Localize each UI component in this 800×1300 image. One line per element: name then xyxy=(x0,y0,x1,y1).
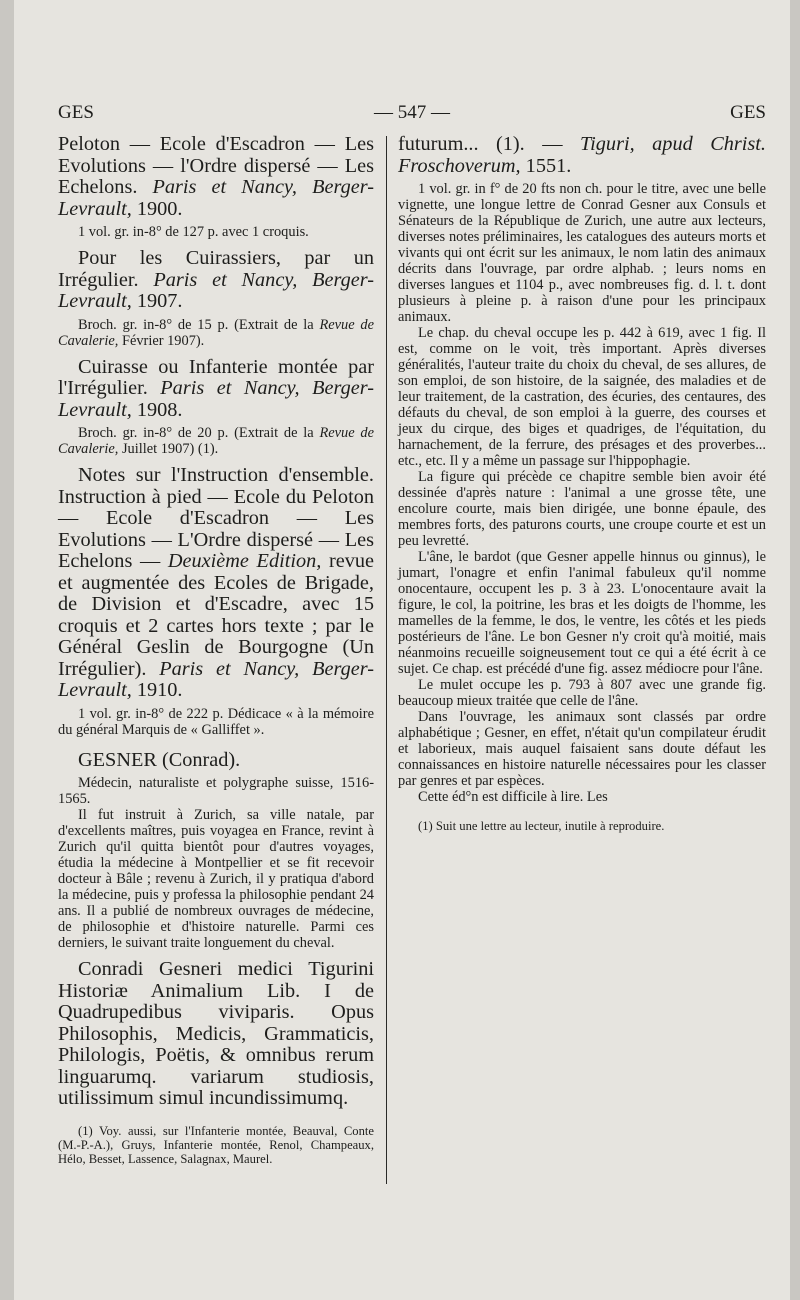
volume-description: 1 vol. gr. in f° de 20 fts non ch. pour le titre, avec une belle vignette, une longue lettre de Conrad Gesner aux Consuls et Sénateurs de la République de Zurich, une autre aux lecteurs, diverses notes préliminaires, les catalogues des auteurs morts et vivants qui ont écrit sur les animaux, le nom latin des animaux décrits dans l'ouvrage, par ordre alphab. ; leurs noms en diverses langues et 1104 p., avec nombreuses fig. d. l. t. dont plusieurs à pleine p. à raison d'une pour les principaux animaux. xyxy=(398,181,766,325)
gesner-heading: GESNER (Conrad). xyxy=(78,748,241,771)
header-left: GES xyxy=(58,102,94,123)
column-divider xyxy=(386,136,387,1184)
header-right: GES xyxy=(730,102,766,123)
entry-cuirasse-desc: Broch. gr. in-8° de 20 p. (Extrait de la Revue de Cavalerie, Juillet 1907) (1). xyxy=(58,425,375,457)
entry-peloton-desc: 1 vol. gr. in-8° de 127 p. avec 1 croquis. xyxy=(78,224,309,240)
futurum-line: futurum... (1). — Tiguri, apud Christ. Froschoverum, 1551. xyxy=(398,133,766,177)
page-number: — 547 — xyxy=(374,102,450,123)
classification-paragraph: Dans l'ouvrage, les animaux sont classés par ordre alphabétique ; Gesner, en effet, n'était qu'un compilateur érudit et laborieux, mais auquel faisaient sans doute défaut les connaissances en histoire naturelle nécessaires pour les classer par genres et par espèces. xyxy=(398,709,766,789)
gesner-life: Il fut instruit à Zurich, sa ville natale, par d'excellents maîtres, puis voyagea en France, revint à Zurich qu'il quitta bientôt pour d'autres voyages, étudia la médecine à Montpellier et se fit recevoir docteur à Bâle ; revenu à Zurich, il y pratiqua d'abord la médecine, puis y professa la philosophie pendant 24 ans. Il a publié de nombreux ouvrages de médecine, de philosophie et d'histoire naturelle. Parmi ces derniers, le suivant traite longuement du cheval. xyxy=(58,807,374,951)
edition-paragraph: Cette éd°n est difficile à lire. Les xyxy=(418,789,608,805)
right-column xyxy=(398,134,766,833)
entry-cuirasse: Cuirasse ou Infanterie montée par l'Irrégulier. Paris et Nancy, Berger-Levrault, 1908. xyxy=(58,355,374,421)
book-page xyxy=(14,0,790,1300)
entry-peloton: Peloton — Ecole d'Escadron — Les Evolutions — l'Ordre dispersé — Les Echelons. Paris et Nancy, Berger-Levrault, 1900. xyxy=(58,133,374,220)
left-column xyxy=(58,134,374,1166)
figure-paragraph: La figure qui précède ce chapitre semble bien avoir été dessinée d'après nature : l'animal a une grosse tête, une encolure courte, mais bien dirigée, une bonne épaule, des membres forts, des paturons courts, une croupe courte et est un peu levretté. xyxy=(398,469,766,549)
mule-paragraph: Le mulet occupe les p. 793 à 807 avec une grande fig. beaucoup mieux traitée que celle de l'âne. xyxy=(398,677,766,709)
entry-cuirassiers: Pour les Cuirassiers, par un Irrégulier. Paris et Nancy, Berger-Levrault, 1907. xyxy=(58,247,374,312)
entry-notes: Notes sur l'Instruction d'ensemble. Instruction à pied — Ecole du Peloton — Ecole d'Escadron — Les Evolutions — L'Ordre dispersé — Les Echelons — Deuxième Edition, revue et augmentée des Ecoles de Brigade, de Division et d'Escadre, avec 15 croquis et 2 cartes hors texte ; par le Général Geslin de Bourgogne (Un Irrégulier). Paris et Nancy, Berger-Levrault, 1910. xyxy=(58,464,374,701)
running-header xyxy=(58,102,766,132)
horse-chapter: Le chap. du cheval occupe les p. 442 à 619, avec 1 fig. Il est, comme on le voit, très important. Après diverses généralités, l'auteur traite du choix du cheval, de ses allures, de son emploi, de son histoire, de la saignée, des maladies et de leur traitement, de la castration, des écuries, des centaures, des défauts du cheval, de son emploi à la guerre, des courses et jeux du cirque, des biges et quadriges, de l'équitation, du harnachement, de la ferrure, des présages et des proverbes... etc., etc. Il y a même un passage sur l'hippophagie. xyxy=(398,325,766,469)
conradi-title: Conradi Gesneri medici Tigurini Historiæ Animalium Lib. I de Quadrupedibus viviparis. Opus Philosophis, Medicis, Grammaticis, Philologis, Poëtis, & omnibus rerum linguarumq. variarum studiosis, utilissimum simul incundissimumq. xyxy=(58,958,374,1109)
gesner-bio: Médecin, naturaliste et polygraphe suisse, 1516-1565. xyxy=(58,775,374,807)
left-footnote: (1) Voy. aussi, sur l'Infanterie montée, Beauval, Conte (M.-P.-A.), Gruys, Infanterie montée, Renol, Champeaux, Hélo, Besset, Lassence, Salagnax, Maurel. xyxy=(58,1123,374,1166)
entry-notes-desc: 1 vol. gr. in-8° de 222 p. Dédicace « à la mémoire du général Marquis de « Galliffet ». xyxy=(58,705,374,738)
donkey-paragraph: L'âne, le bardot (que Gesner appelle hinnus ou ginnus), le jumart, l'onagre et enfin l'animal fabuleux qu'il nomme onocentaure, occupent les p. 3 à 23. L'onocentaure avait la figure, le col, la poitrine, les bras et les doigts de l'homme, les mamelles de la femme, le dos, le ventre, les côtés et les pieds postérieurs de l'âne. Le bon Gesner n'y croit qu'à moitié, mais néanmoins recueille soigneusement tout ce qui a été écrit à ce sujet. Ce chap. est précédé d'une fig. assez médiocre pour l'âne. xyxy=(398,549,766,677)
right-footnote: (1) Suit une lettre au lecteur, inutile à reproduire. xyxy=(418,819,665,833)
entry-cuirassiers-desc: Broch. gr. in-8° de 15 p. (Extrait de la Revue de Cavalerie, Février 1907). xyxy=(58,316,375,349)
